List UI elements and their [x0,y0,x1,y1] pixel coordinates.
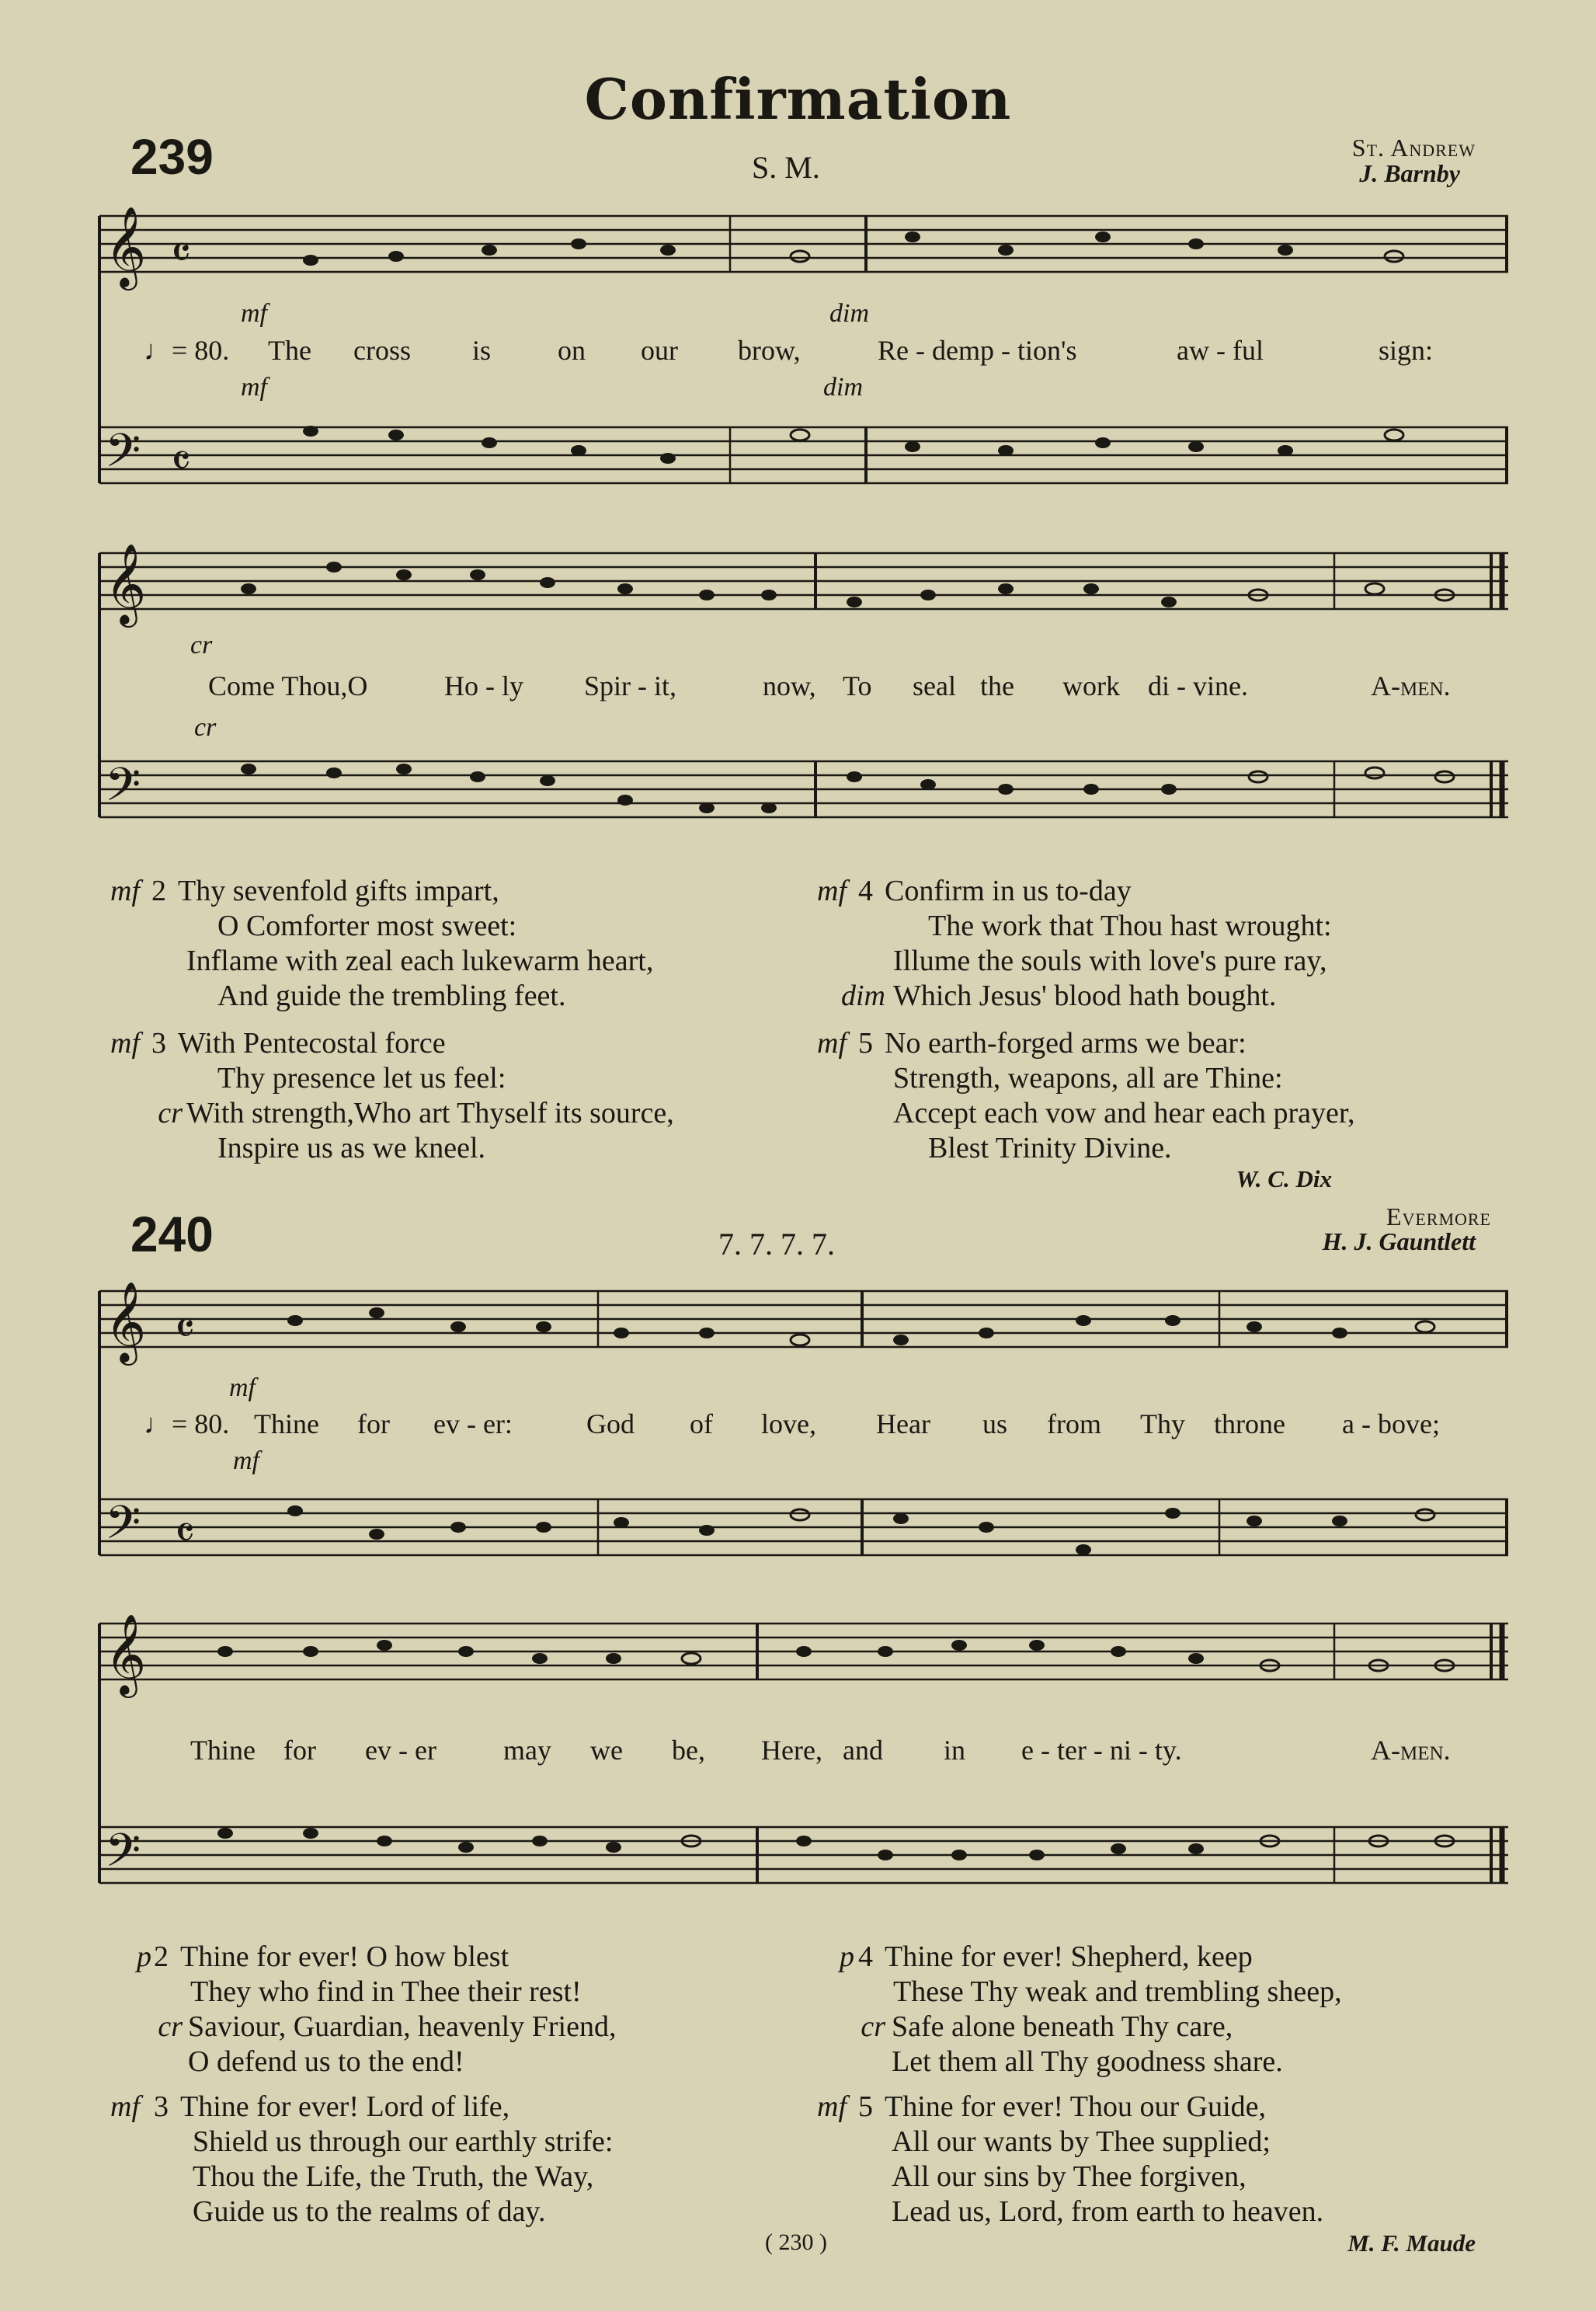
hymn-239-lyric: the [980,670,1014,701]
hymn-239-lyric: The [268,335,311,366]
hymn-240-lyric: love, [761,1408,816,1439]
verse-number: 5 [858,2090,873,2123]
verse-line: Confirm in us to-day [885,875,1132,907]
svg-text:𝄴: 𝄴 [175,1302,195,1355]
hymn-240-amen: A-men. [1371,1735,1451,1766]
dynamic-mark: dim [841,980,885,1012]
svg-text:𝄴: 𝄴 [171,434,191,487]
hymn-239-lyric: sign: [1379,335,1434,366]
svg-text:𝄞: 𝄞 [105,206,147,287]
dynamic-mark: mf [817,875,847,907]
verse-3 [101,2090,800,2229]
hymn-240-line1-dynamic: mf [229,1373,256,1402]
hymn-239-lyric: on [558,335,586,366]
hymn-240-bass-dynamic: mf [233,1446,259,1475]
svg-text:𝄞: 𝄞 [105,1613,147,1695]
hymn-240-lyric: for [283,1735,316,1766]
verse-line: All our wants by Thee supplied; [892,2125,1271,2158]
hymn-240-lyric: may [503,1735,551,1766]
verse-line: O defend us to the end! [188,2045,464,2078]
verse-5 [800,2090,1499,2229]
dynamic-mark: mf [110,2090,140,2123]
verse-line: Let them all Thy goodness share. [892,2045,1283,2078]
verse-line: Which Jesus' blood hath bought. [893,980,1277,1012]
svg-text:𝄞: 𝄞 [105,543,147,625]
hymn-240-lyric: Thine [190,1735,256,1766]
hymn-240-lyric: of [690,1408,713,1439]
hymn-239-tune: St. Andrew [1351,134,1476,162]
verse-line: All our sins by Thee forgiven, [892,2160,1247,2193]
svg-text:𝄴: 𝄴 [175,1506,195,1559]
hymn-239-meter: S. M. [752,150,820,185]
svg-text:𝄢: 𝄢 [105,1823,141,1888]
hymn-239-lyric: Come Thou,O [208,670,368,701]
hymn-239-author: W. C. Dix [1236,1165,1332,1192]
verse-line: Safe alone beneath Thy care, [892,2010,1233,2043]
dynamic-mark: p [137,1940,151,1973]
page-title: Confirmation [584,66,1012,132]
hymn-240-meter: 7. 7. 7. 7. [718,1227,835,1262]
verse-line: Saviour, Guardian, heavenly Friend, [188,2010,617,2043]
hymn-240-lyric: and [843,1735,883,1766]
verse-line: And guide the trembling feet. [217,980,566,1012]
hymn-240-lyric: for [357,1408,390,1439]
hymn-240-lyric: throne [1214,1408,1285,1439]
dynamic-mark: mf [110,875,140,907]
hymn-239-lyric: aw - ful [1177,335,1264,366]
hymn-240-lyric: Hear [876,1408,930,1439]
verse-line: Thy sevenfold gifts impart, [178,875,499,907]
dynamic-mark: cr [158,1097,183,1129]
hymn-240-author: M. F. Maude [1347,2229,1476,2257]
verse-line: Shield us through our earthly strife: [193,2125,614,2158]
hymn-239-lyric: is [472,335,492,366]
hymn-239-lyric: Re - demp - tion's [878,335,1077,366]
dynamic-mark: p [840,1940,854,1973]
hymn-239-line1-dynamic: mf [241,299,267,328]
svg-text:𝄢: 𝄢 [105,757,141,823]
hymn-240-lyric: Here, [761,1735,822,1766]
verse-line: Inflame with zeal each lukewarm heart, [186,945,654,977]
verse-2 [101,1940,800,2080]
hymn-239-bass-dynamic: mf [241,373,267,402]
verse-line: They who find in Thee their rest! [190,1975,582,2008]
verse-4 [800,1940,1499,2080]
verse-line: With strength,Who art Thyself its source, [186,1097,674,1129]
hymn-239-lyric: To [843,670,872,701]
verse-number: 2 [154,1940,169,1973]
hymn-240-composer: H. J. Gauntlett [1322,1227,1476,1255]
verse-number: 4 [858,1940,873,1973]
dynamic-mark: cr [158,2010,183,2043]
verse-number: 3 [151,1027,166,1060]
verse-5 [800,1026,1499,1166]
verse-3 [101,1026,800,1166]
hymn-239-bass-dim: dim [823,373,863,402]
hymn-239-lyric: seal [913,670,956,701]
hymn-240-lyric: a - bove; [1342,1408,1440,1439]
hymn-239-lyric: now, [763,670,816,701]
page-number: ( 230 ) [765,2229,827,2255]
hymn-239-bass-cr: cr [194,713,217,742]
dynamic-mark: mf [110,1027,140,1060]
hymn-239-tempo: ♩= 80. [144,335,230,366]
hymn-240-lyric: in [944,1735,966,1766]
verse-number: 3 [154,2090,169,2123]
hymn-240-lyric: we [590,1735,623,1766]
hymn-239-verses-left [101,874,800,1166]
verse-2 [101,874,800,1014]
verse-line: With Pentecostal force [178,1027,446,1060]
verse-line: No earth-forged arms we bear: [885,1027,1247,1060]
hymn-239-verses-right [800,874,1499,1166]
verse-line: Blest Trinity Divine. [928,1132,1172,1164]
svg-text:𝄴: 𝄴 [171,226,191,279]
hymn-240-lyric: ev - er: [433,1408,513,1439]
hymn-239-lyric: brow, [738,335,801,366]
verse-line: Thine for ever! O how blest [180,1940,509,1973]
verse-line: Inspire us as we kneel. [217,1132,486,1164]
verse-line: O Comforter most sweet: [217,910,517,942]
svg-text:𝄞: 𝄞 [105,1281,147,1363]
hymn-240-verses-right [800,1940,1499,2229]
hymn-239-line1-dim: dim [829,299,869,328]
verse-number: 2 [151,875,166,907]
hymn-240-lyric: Thine [254,1408,319,1439]
hymn-240-verses-left [101,1940,800,2229]
hymn-240-lyric: be, [672,1735,705,1766]
verse-line: Strength, weapons, all are Thine: [893,1062,1283,1095]
verse-line: Accept each vow and hear each prayer, [893,1097,1355,1129]
verse-line: Thou the Life, the Truth, the Way, [193,2160,594,2193]
hymn-239-amen: A-men. [1371,670,1451,701]
hymn-239-lyric: work [1062,670,1120,701]
hymn-239-lyric: our [641,335,678,366]
hymn-240-lyric: ev - er [365,1735,436,1766]
verse-line: Thine for ever! Lord of life, [180,2090,510,2123]
hymn-240-lyric: Thy [1140,1408,1185,1439]
verse-line: The work that Thou hast wrought: [928,910,1332,942]
verse-line: Thine for ever! Shepherd, keep [885,1940,1253,1973]
hymn-240-lyric: us [982,1408,1008,1439]
hymn-239-line2-dynamic: cr [190,631,213,660]
hymn-240-lyric: e - ter - ni - ty. [1021,1735,1182,1766]
hymn-239-lyric: Spir - it, [584,670,677,701]
hymn-240-lyric: from [1047,1408,1101,1439]
verse-number: 4 [858,875,873,907]
verse-line: Thine for ever! Thou our Guide, [885,2090,1267,2123]
verse-line: Lead us, Lord, from earth to heaven. [892,2195,1324,2228]
verse-line: These Thy weak and trembling sheep, [893,1975,1342,2008]
hymn-239-lyric: cross [353,335,411,366]
verse-4 [800,874,1499,1014]
hymn-240-lyric: God [586,1408,635,1439]
verse-line: Guide us to the realms of day. [193,2195,546,2228]
hymn-239-composer: J. Barnby [1359,159,1460,187]
dynamic-mark: mf [817,1027,847,1060]
hymn-240-number: 240 [130,1206,214,1262]
verse-number: 5 [858,1027,873,1060]
hymn-240-tune: Evermore [1386,1202,1491,1230]
dynamic-mark: mf [817,2090,847,2123]
hymn-239-lyric: Ho - ly [444,670,523,701]
svg-text:𝄢: 𝄢 [105,423,141,489]
verse-line: Thy presence let us feel: [217,1062,506,1095]
dynamic-mark: cr [861,2010,885,2043]
svg-text:𝄢: 𝄢 [105,1495,141,1561]
hymn-240-tempo: ♩= 80. [144,1408,230,1439]
hymn-239-lyric: di - vine. [1148,670,1248,701]
hymn-239-number: 239 [130,129,214,185]
verse-line: Illume the souls with love's pure ray, [893,945,1327,977]
